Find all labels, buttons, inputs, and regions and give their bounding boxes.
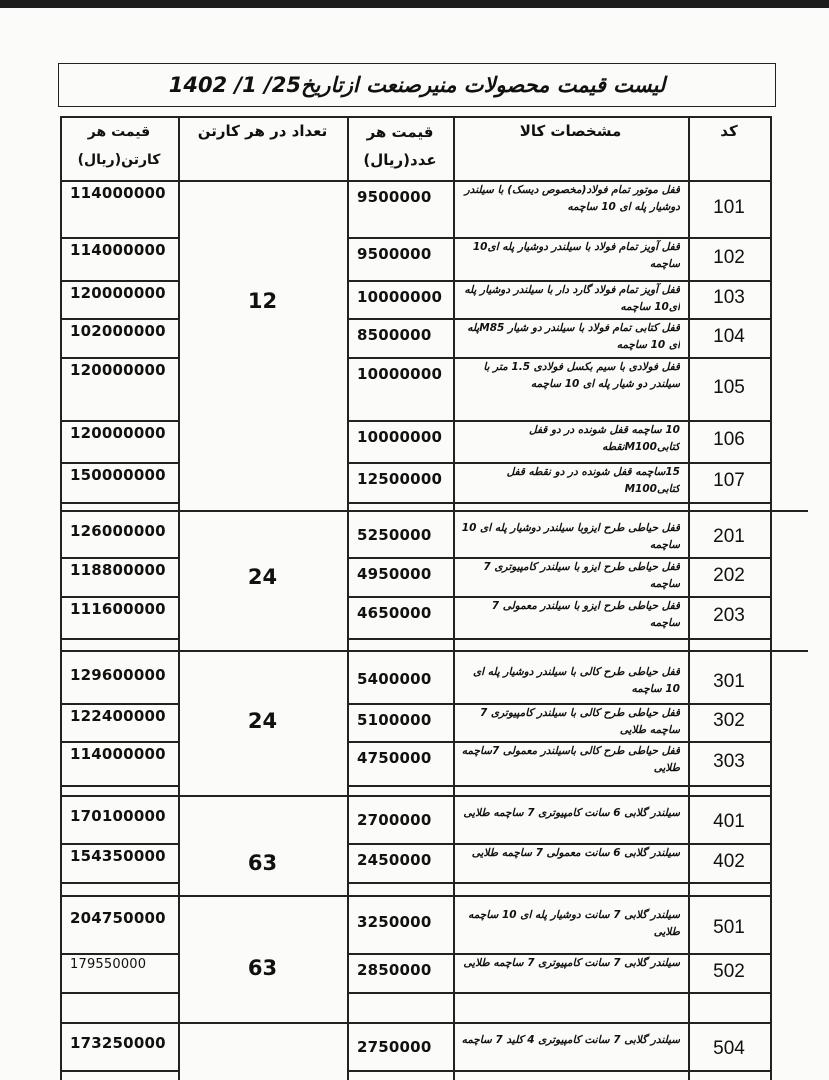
row-rule-code [688, 992, 770, 994]
row-rule-code [688, 237, 770, 239]
unit-price-cell: 9500000 [357, 245, 432, 263]
carton-price-cell: 129600000 [70, 666, 166, 684]
spacer-rule-0 [60, 795, 770, 797]
row-rule-carton [60, 462, 178, 464]
product-spec-cell: قفل حیاطی طرح کالی با سیلندر دوشیار پله ای 10 ساچمه [472, 666, 680, 695]
row-rule-carton [60, 1070, 178, 1072]
row-rule-carton [60, 741, 178, 743]
price-list-sheet [0, 8, 829, 1080]
product-spec-cell: قفل حیاطی طرح ایزوبا سیلندر دوشیار پله ای 10 ساچمه [461, 522, 680, 551]
unit-price-cell: 10000000 [357, 365, 443, 383]
product-spec-cell: سیلندر گلابی 6 سانت معمولی 7 ساچمه طلایی [471, 847, 680, 859]
column-rule-5 [770, 116, 772, 1080]
quantity-per-carton: 12 [247, 289, 278, 313]
unit-price-cell: 4950000 [357, 565, 432, 583]
quantity-per-carton: 24 [247, 565, 278, 589]
product-spec-cell: سیلندر گلابی 7 سانت دوشیار پله ای 10 ساچمه طلایی [468, 909, 680, 938]
row-rule-carton [60, 557, 178, 559]
product-spec-cell: سیلندر گلابی 7 سانت کامپیوتری 7 ساچمه طلایی [463, 957, 680, 969]
row-rule-carton [60, 785, 178, 787]
unit-price-cell: 2750000 [357, 1038, 432, 1056]
header-specs: مشخصات کالا [519, 122, 622, 140]
product-code-cell: 104 [713, 325, 745, 347]
group-separator-0 [60, 510, 808, 512]
column-rule-3 [453, 116, 455, 1080]
product-code-cell: 103 [713, 287, 745, 308]
page-title: لیست قیمت محصولات منیرصنعت ازتاریخ25/ 1/ 1402 [58, 63, 776, 107]
unit-price-cell: 5250000 [357, 526, 432, 544]
row-rule-code [688, 882, 770, 884]
row-rule-code [688, 357, 770, 359]
carton-price-cell: 111600000 [70, 600, 166, 618]
carton-price-cell: 120000000 [70, 424, 166, 442]
spacer-rule-1 [60, 895, 770, 897]
row-rule-code [688, 318, 770, 320]
carton-price-cell: 150000000 [70, 466, 166, 484]
product-code-cell: 303 [713, 751, 745, 772]
spacer-rule-2 [60, 1022, 770, 1024]
product-code-cell: 402 [713, 850, 745, 872]
row-rule-carton [60, 420, 178, 422]
unit-price-cell: 5100000 [357, 711, 432, 729]
product-code-cell: 501 [713, 917, 745, 938]
unit-price-cell: 4650000 [357, 604, 432, 622]
product-spec-cell: قفل حیاطی طرح کالی با سیلندر کامپیوتری 7 ساچمه طلایی [479, 707, 680, 736]
row-rule-carton [60, 596, 178, 598]
row-rule-code [688, 703, 770, 705]
row-rule-carton [60, 953, 178, 955]
carton-price-cell: 154350000 [70, 847, 166, 865]
top-dark-edge [0, 0, 829, 8]
carton-price-cell: 173250000 [70, 1034, 166, 1052]
product-code-cell: 301 [713, 670, 745, 692]
column-rule-1 [178, 116, 180, 1080]
row-rule-carton [60, 882, 178, 884]
row-rule-code [688, 741, 770, 743]
unit-price-cell: 4750000 [357, 749, 432, 767]
unit-price-cell: 9500000 [357, 188, 432, 206]
header-carton-price: قیمت هر کارتن(ریال) [77, 124, 161, 168]
product-spec-cell: قفل حیاطی طرح ایزو با سیلندر کامپیوتری 7 ساچمه [483, 561, 680, 590]
row-rule-mid [347, 502, 688, 504]
row-rule-code [688, 420, 770, 422]
unit-price-cell: 10000000 [357, 288, 443, 306]
unit-price-cell: 3250000 [357, 913, 432, 931]
row-rule-carton [60, 318, 178, 320]
carton-price-cell: 120000000 [70, 361, 166, 379]
row-rule-carton [60, 703, 178, 705]
product-spec-cell: سیلندر گلابی 6 سانت کامپیوتری 7 ساچمه طلایی [463, 807, 680, 819]
carton-price-cell: 114000000 [70, 184, 166, 202]
unit-price-cell: 10000000 [357, 428, 443, 446]
row-rule-carton [60, 992, 178, 994]
row-rule-code [688, 557, 770, 559]
product-code-cell: 302 [713, 710, 745, 731]
header-code: کد [720, 122, 738, 140]
header-count-per-carton: تعداد در هر کارتن [197, 122, 328, 140]
quantity-per-carton: 63 [247, 851, 278, 875]
quantity-per-carton: 24 [247, 709, 278, 733]
unit-price-cell: 2850000 [357, 961, 432, 979]
product-spec-cell: قفل موتور تمام فولاد(مخصوص دیسک) با سیلندر دوشیار پله ای 10 ساچمه [464, 184, 680, 213]
row-rule-code [688, 843, 770, 845]
row-rule-mid [347, 992, 688, 994]
unit-price-cell: 2700000 [357, 811, 432, 829]
product-spec-cell: قفل آویز تمام فولاد با سیلندر دوشیار پله ای10 ساچمه [472, 241, 680, 270]
carton-price-cell: 118800000 [70, 561, 166, 579]
row-rule-carton [60, 237, 178, 239]
unit-price-cell: 5400000 [357, 670, 432, 688]
carton-price-cell: 126000000 [70, 522, 166, 540]
product-code-cell: 201 [713, 525, 745, 547]
row-rule-mid [347, 638, 688, 640]
carton-price-cell: 170100000 [70, 807, 166, 825]
row-rule-code [688, 638, 770, 640]
product-spec-cell: 15ساچمه قفل شونده در دو نقطه قفل کتابیM100 [506, 466, 680, 495]
carton-price-cell: 122400000 [70, 707, 166, 725]
product-spec-cell: قفل حیاطی طرح کالی باسیلندر معمولی 7ساچمه طلایی [461, 745, 680, 774]
row-rule-code [688, 280, 770, 282]
row-rule-code [688, 1070, 770, 1072]
carton-price-cell: 114000000 [70, 241, 166, 259]
unit-price-cell: 12500000 [357, 470, 443, 488]
product-code-cell: 401 [713, 811, 745, 832]
carton-price-cell: 179550000 [70, 957, 147, 972]
row-rule-carton [60, 280, 178, 282]
row-rule-code [688, 785, 770, 787]
quantity-per-carton: 63 [247, 956, 278, 980]
column-rule-2 [347, 116, 349, 1080]
row-rule-carton [60, 502, 178, 504]
product-code-cell: 102 [713, 246, 745, 268]
product-spec-cell: سیلندر گلابی 7 سانت کامپیوتری 4 کلید 7 ساچمه [461, 1034, 680, 1046]
product-code-cell: 106 [713, 429, 745, 450]
carton-price-cell: 102000000 [70, 322, 166, 340]
product-code-cell: 202 [713, 564, 745, 586]
header-unit-price: قیمت هر عدد(ریال) [363, 123, 437, 169]
product-code-cell: 105 [713, 376, 745, 398]
row-rule-code [688, 502, 770, 504]
product-code-cell: 504 [713, 1038, 745, 1059]
product-spec-cell: قفل کتابی تمام فولاد با سیلندر دو شیار M85پله ای 10 ساچمه [467, 322, 680, 351]
carton-price-cell: 114000000 [70, 745, 166, 763]
product-code-cell: 502 [713, 960, 745, 982]
row-rule-carton [60, 843, 178, 845]
product-code-cell: 107 [713, 470, 745, 491]
product-spec-cell: قفل حیاطی طرح ایزو با سیلندر معمولی 7 ساچمه [491, 600, 680, 629]
row-rule-mid [347, 882, 688, 884]
product-code-cell: 203 [713, 605, 745, 626]
row-rule-code [688, 953, 770, 955]
row-rule-mid [347, 785, 688, 787]
product-code-cell: 101 [713, 196, 745, 218]
row-rule-carton [60, 638, 178, 640]
column-rule-0 [60, 116, 62, 1080]
unit-price-cell: 8500000 [357, 326, 432, 344]
product-spec-cell: قفل فولادی با سیم بکسل فولادی 1.5 متر با سیلندر دو شیار پله ای 10 ساچمه [483, 361, 680, 390]
carton-price-cell: 204750000 [70, 909, 166, 927]
row-rule-carton [60, 357, 178, 359]
row-rule-mid [347, 1070, 688, 1072]
carton-price-cell: 120000000 [70, 284, 166, 302]
product-spec-cell: 10 ساچمه قفل شونده در دو قفل کتابیM100نقطه [529, 424, 680, 453]
group-separator-1 [60, 650, 808, 652]
row-rule-code [688, 462, 770, 464]
row-rule-code [688, 596, 770, 598]
product-spec-cell: قفل آویز تمام فولاد گارد دار با سیلندر دوشیار پله ای10 ساچمه [464, 284, 680, 313]
unit-price-cell: 2450000 [357, 851, 432, 869]
